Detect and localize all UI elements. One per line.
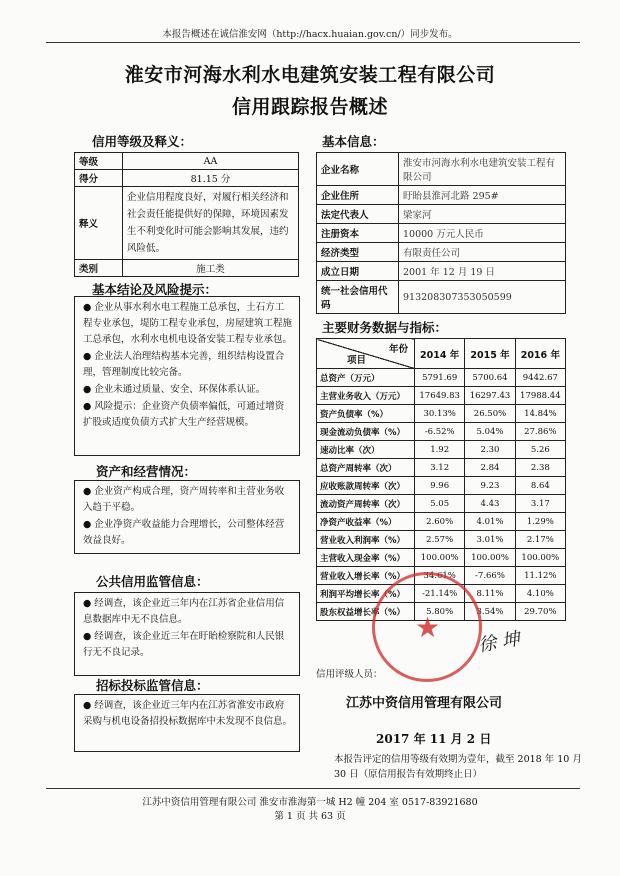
header-year-label: 年份: [388, 344, 408, 355]
table-row: [317, 369, 566, 387]
table-row: [317, 224, 566, 243]
finance-value: 2.60%: [415, 513, 465, 531]
table-row: [317, 441, 566, 459]
risk-item-text: 企业法人治理结构基本完善，组织结构设置合理，管理制度比较完备。: [83, 351, 285, 378]
list-item: [83, 698, 293, 730]
finance-value: -6.52%: [415, 423, 465, 441]
finance-value: 27.86%: [515, 423, 565, 441]
bullet-icon: ●: [83, 486, 92, 497]
assets-box: [74, 480, 300, 554]
assets-section-title: 资产和经营情况：: [96, 464, 197, 479]
basic-value: 盱眙县淮河北路 295#: [399, 186, 566, 205]
list-item: [83, 517, 293, 549]
table-row: [75, 187, 299, 260]
header-item-label: 项目: [347, 355, 367, 366]
rating-table: [74, 152, 299, 277]
basic-key: 注册资本: [317, 224, 399, 243]
validity-note: 本报告评定的信用等级有效期为壹年，截至 2018 年 10 月 30 日（原信用报告有效期终止日）: [334, 754, 582, 780]
bid-section-title: 招标投标监管信息：: [96, 678, 209, 693]
finance-value: 4.10%: [515, 585, 565, 603]
finance-metric-name: 营业收入增长率（%）: [317, 567, 415, 585]
rating-key: 类别: [75, 260, 123, 277]
list-item: [83, 484, 293, 516]
finance-value: 2.84: [465, 459, 515, 477]
rating-value: AA: [123, 153, 299, 170]
table-row: [75, 170, 299, 187]
basic-value: 梁家河: [399, 205, 566, 224]
finance-value: 100.00%: [415, 549, 465, 567]
basic-key: 企业名称: [317, 153, 399, 186]
finance-value: 100.00%: [515, 549, 565, 567]
basic-key: 统一社会信用代码: [317, 281, 399, 314]
bullet-icon: ●: [83, 700, 92, 711]
finance-value: 26.50%: [465, 405, 515, 423]
list-item: [83, 399, 293, 431]
table-row: [317, 531, 566, 549]
issuer-name: 江苏中资信用管理有限公司: [346, 696, 503, 711]
finance-value: 9.23: [465, 477, 515, 495]
table-row: [317, 477, 566, 495]
finance-value: 3.12: [415, 459, 465, 477]
list-item: [83, 349, 293, 381]
credit-item-text: 经调查，该企业近三年在盱眙检察院和人民银行无不良记录。: [83, 631, 285, 658]
year-header: 2014 年: [415, 339, 465, 369]
finance-value: 11.12%: [515, 567, 565, 585]
bullet-icon: ●: [83, 351, 92, 362]
table-row: [317, 387, 566, 405]
list-item: [83, 629, 293, 661]
table-row: [317, 262, 566, 281]
rating-value: 施工类: [123, 260, 299, 277]
rater-label: 信用评级人员：: [316, 669, 383, 680]
basic-key: 成立日期: [317, 262, 399, 281]
finance-value: 1.92: [415, 441, 465, 459]
report-subtitle: 信用跟踪报告概述: [231, 96, 388, 118]
finance-metric-name: 营业收入利润率（%）: [317, 531, 415, 549]
basic-value: 913208307353050599: [399, 281, 566, 314]
table-row: [317, 186, 566, 205]
finance-value: 2.38: [515, 459, 565, 477]
signature: 徐 坤: [476, 628, 522, 657]
finance-section-title: 主要财务数据与指标：: [322, 320, 448, 335]
basic-value: 淮安市河海水利水电建筑安装工程有限公司: [399, 153, 566, 186]
finance-value: 4.43: [465, 495, 515, 513]
finance-value: 5.05: [415, 495, 465, 513]
table-row: [317, 281, 566, 314]
finance-value: 14.84%: [515, 405, 565, 423]
finance-value: 3.01%: [465, 531, 515, 549]
finance-value: 3.54%: [465, 603, 515, 621]
assets-item-text: 企业资产构成合理，资产周转率和主营业务收入趋于平稳。: [83, 486, 285, 513]
bullet-icon: ●: [83, 598, 92, 609]
finance-metric-name: 主营收入现金率（%）: [317, 549, 415, 567]
table-row: [317, 243, 566, 262]
basic-value: 10000 万元人民币: [399, 224, 566, 243]
report-title: 淮安市河海水利水电建筑安装工程有限公司: [124, 64, 496, 86]
finance-value: 5.80%: [415, 603, 465, 621]
finance-value: 3.17: [515, 495, 565, 513]
star-icon: ★: [415, 611, 441, 644]
bullet-icon: ●: [83, 302, 92, 313]
finance-value: 5791.69: [415, 369, 465, 387]
finance-value: 5.04%: [465, 423, 515, 441]
finance-value: 5.26: [515, 441, 565, 459]
finance-value: -21.14%: [415, 585, 465, 603]
basic-value: 有限责任公司: [399, 243, 566, 262]
assets-item-text: 企业净资产收益能力合理增长，公司整体经营效益良好。: [83, 519, 285, 546]
finance-value: 9442.67: [515, 369, 565, 387]
finance-value: 16297.43: [465, 387, 515, 405]
bid-box: [74, 694, 300, 752]
rating-value: 81.15 分: [123, 170, 299, 187]
rating-key: 得分: [75, 170, 123, 187]
basic-key: 经济类型: [317, 243, 399, 262]
diagonal-header-cell: [317, 339, 415, 369]
finance-value: 8.64: [515, 477, 565, 495]
risk-box: [74, 296, 300, 456]
table-row: [317, 495, 566, 513]
table-row: [317, 423, 566, 441]
finance-value: 2.57%: [415, 531, 465, 549]
header-rule: [46, 42, 580, 43]
risk-section-title: 基本结论及风险提示：: [92, 282, 218, 297]
finance-value: 30.13%: [415, 405, 465, 423]
finance-metric-name: 资产负债率（%）: [317, 405, 415, 423]
finance-metric-name: 应收账款周转率（次）: [317, 477, 415, 495]
finance-metric-name: 速动比率（次）: [317, 441, 415, 459]
page-number: 第 1 页 共 63 页: [274, 811, 346, 822]
finance-metric-name: 利润平均增长率（%）: [317, 585, 415, 603]
table-row: [317, 405, 566, 423]
list-item: [83, 382, 293, 398]
year-header: 2016 年: [515, 339, 565, 369]
bullet-icon: ●: [83, 519, 92, 530]
finance-value: 100.00%: [465, 549, 515, 567]
basic-key: 企业住所: [317, 186, 399, 205]
publication-note: 本报告概述在诚信淮安网（http://hacx.huaian.gov.cn/）同步发布。: [162, 29, 458, 40]
finance-value: 8.11%: [465, 585, 515, 603]
table-row: [317, 205, 566, 224]
list-item: [83, 596, 293, 628]
risk-item-text: 企业从事水利水电工程施工总承包，土石方工程专业承包，堤防工程专业承包，房屋建筑工程施工总承包，水利水电机电设备安装工程专业承包。: [83, 302, 293, 345]
bullet-icon: ●: [83, 384, 92, 395]
rating-key: 释义: [75, 187, 123, 260]
basic-section-title: 基本信息：: [322, 134, 385, 149]
footer-contact: 江苏中资信用管理有限公司 淮安市淮海第一城 H2 幢 204 室 0517-83921680: [142, 797, 478, 808]
finance-metric-name: 股东权益增长率（%）: [317, 603, 415, 621]
list-item: [83, 300, 293, 348]
year-header: 2015 年: [465, 339, 515, 369]
finance-metric-name: 净资产收益率（%）: [317, 513, 415, 531]
finance-value: 1.29%: [515, 513, 565, 531]
finance-value: 2.30: [465, 441, 515, 459]
bid-item-text: 经调查，该企业近三年内在江苏省淮安市政府采购与机电设备招投标数据库中未发现不良信息。: [83, 700, 293, 727]
finance-value: -7.66%: [465, 567, 515, 585]
table-row: [75, 260, 299, 277]
table-row: [317, 459, 566, 477]
footer-rule: [46, 788, 580, 789]
table-row: [317, 549, 566, 567]
table-row: [317, 513, 566, 531]
table-row: [317, 153, 566, 186]
risk-item-text: 企业未通过质量、安全、环保体系认证。: [94, 384, 266, 395]
issue-date: 2017 年 11 月 2 日: [376, 732, 492, 746]
credit-section-title: 公共信用监管信息：: [96, 574, 209, 589]
credit-item-text: 经调查，该企业近三年内在江苏省企业信用信息数据库中无不良信息。: [83, 598, 285, 625]
finance-value: 34.61%: [415, 567, 465, 585]
basic-info-table: [316, 152, 566, 314]
finance-value: 29.70%: [515, 603, 565, 621]
rating-section-title: 信用等级及释义：: [92, 134, 193, 149]
rating-key: 等级: [75, 153, 123, 170]
bullet-icon: ●: [83, 631, 92, 642]
table-header-row: [317, 339, 566, 369]
finance-value: 2.17%: [515, 531, 565, 549]
finance-value: 17649.83: [415, 387, 465, 405]
basic-key: 法定代表人: [317, 205, 399, 224]
finance-value: 9.96: [415, 477, 465, 495]
risk-item-text: 风险提示：企业资产负债率偏低，可通过增资扩股或适度负债方式扩大生产经营规模。: [83, 401, 285, 428]
basic-value: 2001 年 12 月 19 日: [399, 262, 566, 281]
rating-description: 企业信用程度良好，对履行相关经济和社会责任能提供好的保障，环境因素发生不利变化时可能会影响其发展，违约风险低。: [123, 187, 299, 260]
finance-metric-name: 总资产周转率（次）: [317, 459, 415, 477]
finance-metric-name: 主营业务收入（万元）: [317, 387, 415, 405]
finance-metric-name: 总资产（万元）: [317, 369, 415, 387]
table-row: [75, 153, 299, 170]
finance-value: 4.01%: [465, 513, 515, 531]
company-seal: [372, 572, 482, 682]
finance-value: 5700.64: [465, 369, 515, 387]
bullet-icon: ●: [83, 401, 92, 412]
credit-box: [74, 592, 300, 676]
finance-metric-name: 流动资产周转率（次）: [317, 495, 415, 513]
finance-value: 17988.44: [515, 387, 565, 405]
finance-metric-name: 现金流动负债率（%）: [317, 423, 415, 441]
